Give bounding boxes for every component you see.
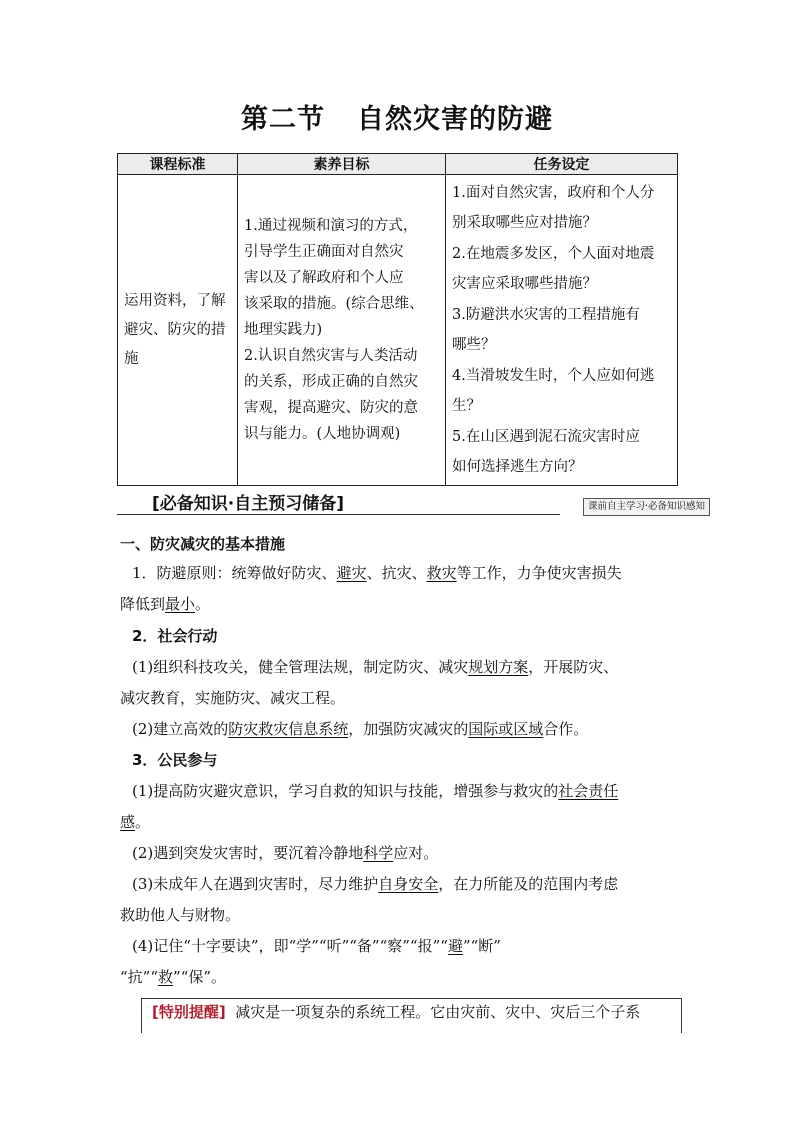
- paragraph-citizen-1-cont: 感。: [120, 813, 151, 831]
- paragraph-social-1-cont: 减灾教育，实施防灾、减灾工程。: [120, 689, 346, 707]
- paragraph-social-1: (1)组织科技攻关，健全管理法规，制定防灾、减灾规划方案，开展防灾、: [132, 658, 619, 676]
- paragraph-principle-cont: 降低到最小。: [120, 595, 211, 613]
- paragraph-principle: 1．防避原则：统筹做好防灾、避灾、抗灾、救灾等工作，力争使灾害损失: [132, 564, 622, 582]
- heading-measures: 一、防灾减灾的基本措施: [120, 535, 286, 553]
- header-tasks: 任务设定: [446, 154, 678, 175]
- special-reminder-label: [特别提醒]: [152, 1003, 226, 1021]
- paragraph-citizen-3-cont: 救助他人与财物。: [120, 906, 241, 924]
- curriculum-table: [117, 153, 678, 486]
- table-row: [118, 175, 678, 486]
- paragraph-citizen-3: (3)未成年人在遇到灾害时，尽力维护自身安全，在力所能及的范围内考虑: [132, 875, 619, 893]
- cell-tasks: 1.面对自然灾害，政府和个人分 别采取哪些应对措施？ 2.在地震多发区，个人面对地震 灾害应采取哪些措施？ 3.防避洪水灾害的工程措施有 哪些？ 4.当滑坡发生时，个人应如何逃 生？ 5.在山区遇到泥石流灾害时应 如何选择逃生方向？: [446, 175, 678, 486]
- table-header-row: [118, 154, 678, 175]
- paragraph-citizen-1: (1)提高防灾避灾意识，学习自救的知识与技能，增强参与救灾的社会责任: [132, 782, 619, 800]
- heading-citizen: 3．公民参与: [132, 751, 218, 769]
- heading-social-action: 2．社会行动: [132, 627, 218, 645]
- special-reminder-box: [141, 998, 682, 1033]
- paragraph-social-2: (2)建立高效的防灾救灾信息系统，加强防灾减灾的国际或区域合作。: [132, 720, 589, 738]
- cell-standard: 运用资料，了解 避灾、防灾的措 施: [118, 175, 238, 486]
- special-reminder-text: 减灾是一项复杂的系统工程。它由灾前、灾中、灾后三个子系: [235, 1003, 641, 1021]
- paragraph-citizen-2: (2)遇到突发灾害时，要沉着冷静地科学应对。: [132, 844, 439, 862]
- cell-objectives: 1.通过视频和演习的方式， 引导学生正确面对自然灾 害以及了解政府和个人应 该采取的措施。(综合思维、 地理实践力) 2.认识自然灾害与人类活动 的关系，形成正确的自然灾 害观，提高避灾、防灾的意 识与能力。(人地协调观): [238, 175, 446, 486]
- section-header: [117, 486, 710, 516]
- paragraph-citizen-4: (4)记住“十字要诀”，即“学”“听”“备”“察”“报”“避”“断”: [132, 937, 501, 955]
- section-label: [必备知识·自主预习储备]: [152, 494, 344, 514]
- page-title: 第二节 自然灾害的防避: [241, 104, 553, 135]
- header-standard: 课程标准: [118, 154, 238, 175]
- section-tag: 课前自主学习·必备知识感知: [583, 498, 710, 516]
- paragraph-citizen-4-cont: “抗”“救”“保”。: [120, 968, 227, 986]
- header-objectives: 素养目标: [238, 154, 446, 175]
